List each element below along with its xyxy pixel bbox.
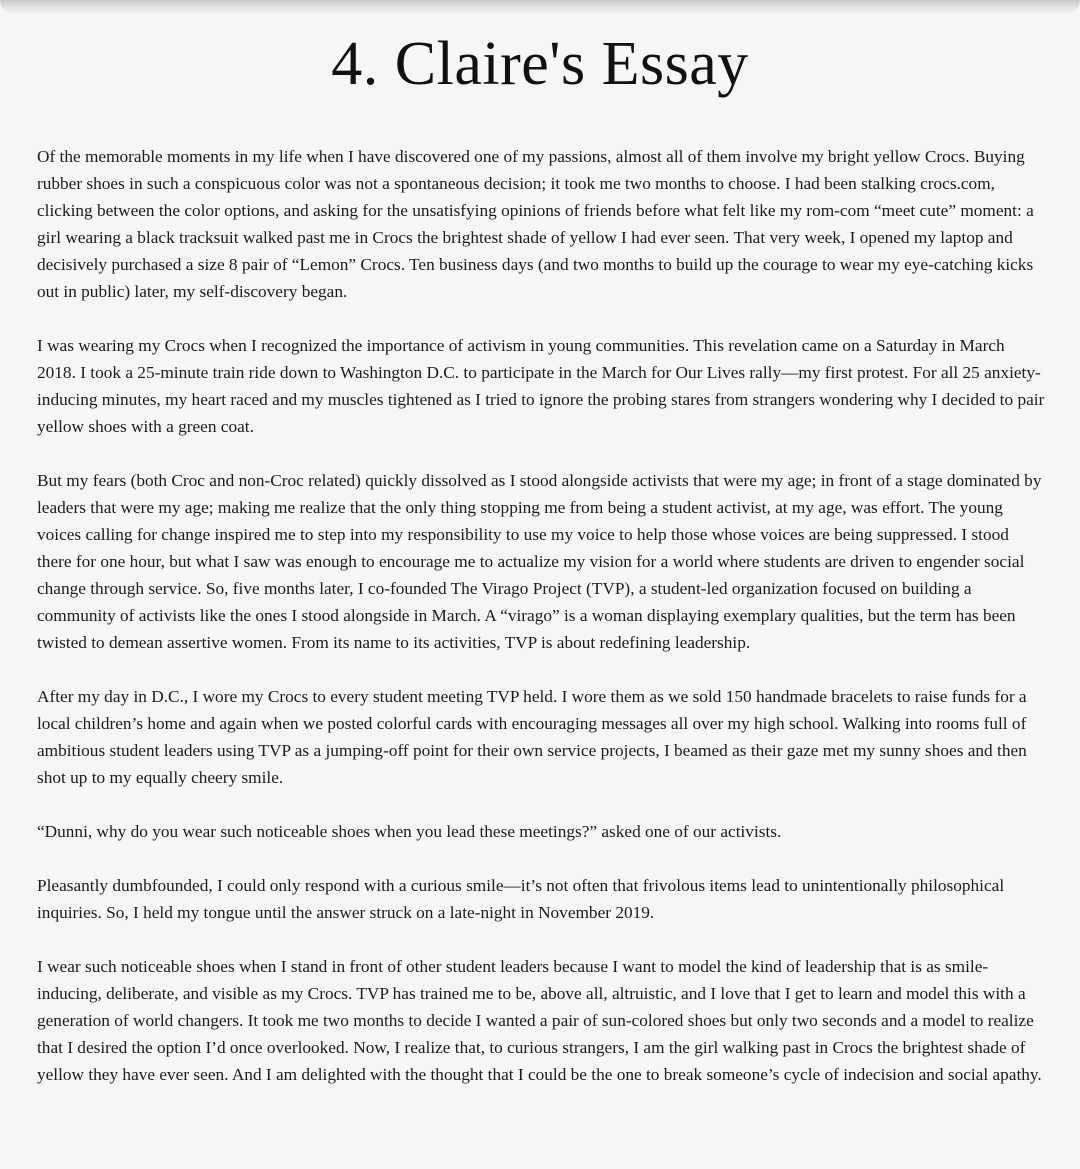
essay-paragraph: Of the memorable moments in my life when I have discovered one of my passions, almost all of them involve my bright yellow Crocs. Buying rubber shoes in such a conspicuous color was not a spontaneous decision; it took me two months to choose. I had been stalking crocs.com, clicking between the color options, and asking for the unsatisfying opinions of friends before what felt like my rom-com “meet cute” moment: a girl wearing a black tracksuit walked past me in Crocs the brightest shade of yellow I had ever seen. That very week, I opened my laptop and decisively purchased a size 8 pair of “Lemon” Crocs. Ten business days (and two months to build up the courage to wear my eye-catching kicks out in public) later, my self-discovery began. [37, 147, 1034, 301]
essay-body [37, 143, 1047, 1115]
essay-paragraph: “Dunni, why do you wear such noticeable shoes when you lead these meetings?” asked one of our activists. [37, 822, 782, 841]
page-title: 4. Claire's Essay [331, 30, 749, 98]
top-shadow [0, 0, 1080, 14]
essay-paragraph: But my fears (both Croc and non-Croc related) quickly dissolved as I stood alongside activists that were my age; in front of a stage dominated by leaders that were my age; making me realize that the only thing stopping me from being a student activist, at my age, was effort. The young voices calling for change inspired me to step into my responsibility to use my voice to help those whose voices are being suppressed. I stood there for one hour, but what I saw was enough to encourage me to actualize my vision for a world where students are driven to engender social change through service. So, five months later, I co-founded The Virago Project (TVP), a student-led organization focused on building a community of activists like the ones I stood alongside in March. A “virago” is a woman displaying exemplary qualities, but the term has been twisted to demean assertive women. From its name to its activities, TVP is about redefining leadership. [37, 471, 1042, 652]
essay-paragraph: I was wearing my Crocs when I recognized the importance of activism in young communities. This revelation came on a Saturday in March 2018. I took a 25-minute train ride down to Washington D.C. to participate in the March for Our Lives rally—my first protest. For all 25 anxiety-inducing minutes, my heart raced and my muscles tightened as I tried to ignore the probing stares from strangers wondering why I decided to pair yellow shoes with a green coat. [37, 336, 1045, 436]
essay-paragraph: After my day in D.C., I wore my Crocs to every student meeting TVP held. I wore them as we sold 150 handmade bracelets to raise funds for a local children’s home and again when we posted colorful cards with encouraging messages all over my high school. Walking into rooms full of ambitious student leaders using TVP as a jumping-off point for their own service projects, I beamed as their gaze met my sunny shoes and then shot up to my equally cheery smile. [37, 687, 1027, 787]
essay-paragraph: Pleasantly dumbfounded, I could only respond with a curious smile—it’s not often that frivolous items lead to unintentionally philosophical inquiries. So, I held my tongue until the answer struck on a late-night in November 2019. [37, 876, 1005, 922]
essay-paragraph: I wear such noticeable shoes when I stand in front of other student leaders because I want to model the kind of leadership that is as smile-inducing, deliberate, and visible as my Crocs. TVP has trained me to be, above all, altruistic, and I love that I get to learn and model this with a generation of world changers. It took me two months to decide I wanted a pair of sun-colored shoes but only two seconds and a model to realize that I desired the option I’d once overlooked. Now, I realize that, to curious strangers, I am the girl walking past in Crocs the brightest shade of yellow they have ever seen. And I am delighted with the thought that I could be the one to break someone’s cycle of indecision and social apathy. [37, 957, 1042, 1084]
